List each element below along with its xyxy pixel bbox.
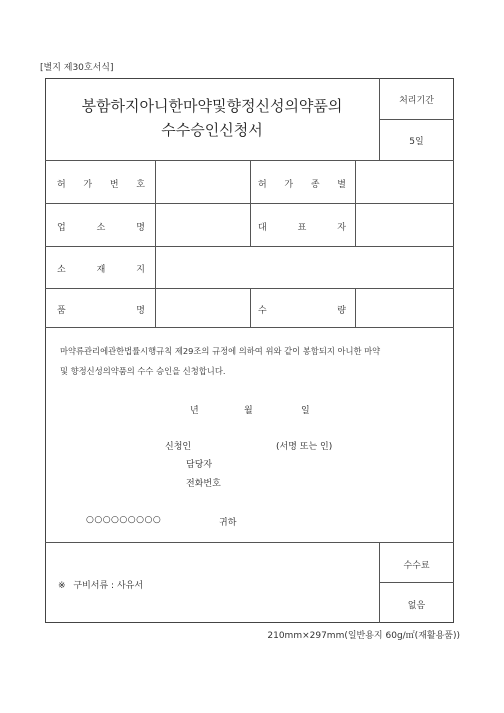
divider xyxy=(250,288,251,327)
permit-type-label: 허 가 종 별 xyxy=(258,180,346,190)
date-day-label: 일 xyxy=(301,406,310,416)
manager-label: 담당자 xyxy=(186,460,213,470)
business-name-field[interactable] xyxy=(156,204,249,245)
permit-type-field[interactable] xyxy=(356,161,453,202)
fee-label: 수수료 xyxy=(403,561,430,571)
date-month-label: 월 xyxy=(244,406,253,416)
processing-period-label: 처리기간 xyxy=(399,96,434,106)
phone-label: 전화번호 xyxy=(186,479,221,489)
form-title-line1: 봉함하지아니한마약및향정신성의약품의 xyxy=(81,97,343,115)
business-name-label: 업 소 명 xyxy=(57,223,145,233)
divider xyxy=(379,78,380,160)
applicant-label: 신청인 xyxy=(165,442,192,452)
paper-spec: 210mm×297mm(일반용지 60g/㎡(재활용품)) xyxy=(267,631,460,641)
date-year-label: 년 xyxy=(190,406,199,416)
signature-label: (서명 또는 인) xyxy=(276,442,333,452)
note-mark: ※ xyxy=(58,581,66,591)
form-number-label: [별지 제30호서식] xyxy=(40,63,114,73)
divider xyxy=(379,119,454,120)
fee-value: 없음 xyxy=(407,601,426,611)
product-name-field[interactable] xyxy=(156,289,249,326)
recipient-name: ○○○○○○○○○ xyxy=(86,515,162,525)
address-field[interactable] xyxy=(156,247,453,287)
quantity-field[interactable] xyxy=(356,289,453,326)
divider xyxy=(45,542,454,543)
representative-field[interactable] xyxy=(356,204,453,245)
divider xyxy=(45,327,454,328)
form-title-line2: 수수승인신청서 xyxy=(161,121,263,139)
permit-number-field[interactable] xyxy=(156,161,249,202)
recipient-suffix: 귀하 xyxy=(219,518,237,528)
product-name-label: 품 명 xyxy=(57,306,145,316)
processing-period-value: 5일 xyxy=(409,137,424,147)
permit-number-label: 허 가 번 호 xyxy=(57,180,145,190)
required-documents: ※ 구비서류 : 사유서 xyxy=(58,581,144,591)
address-label: 소 재 지 xyxy=(57,265,145,275)
statement-text: 마약류관리에관한법률시행규칙 제29조의 규정에 의하여 위와 같이 봉함되지 아니한 마약 및 향정신성의약품의 수수 승인을 신청합니다. xyxy=(60,346,381,376)
divider xyxy=(379,582,454,583)
divider xyxy=(250,160,251,246)
quantity-label: 수 량 xyxy=(258,306,346,316)
representative-label: 대 표 자 xyxy=(258,223,346,233)
